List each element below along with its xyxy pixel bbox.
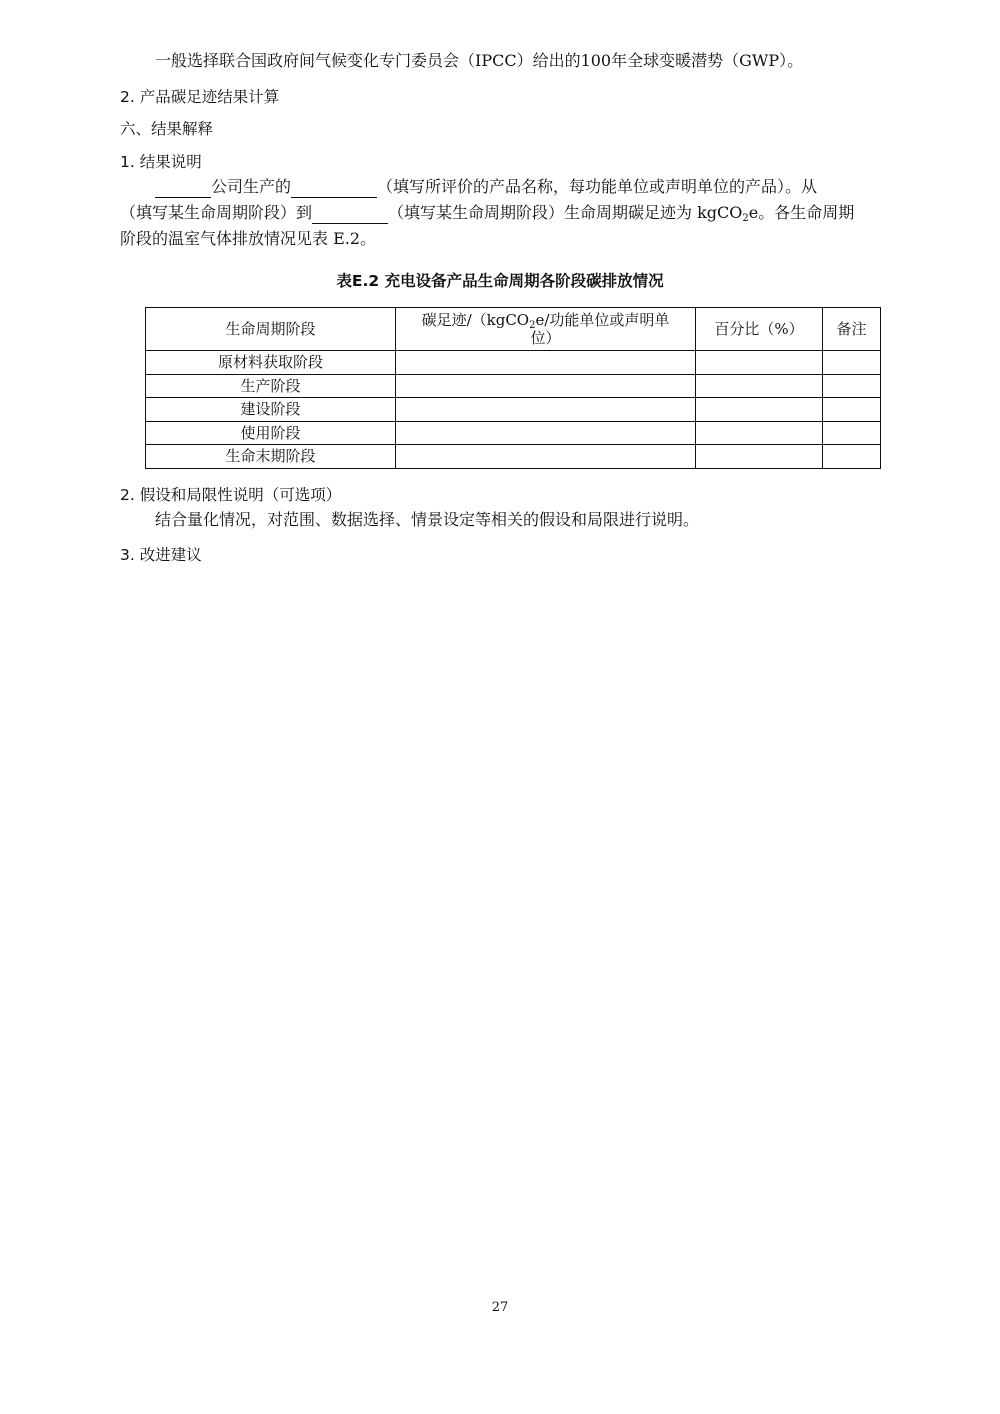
- table-row: [146, 398, 881, 422]
- subsection-heading-assumptions: 2. 假设和局限性说明（可选项）: [120, 486, 342, 504]
- gwp-paragraph: 一般选择联合国政府间气候变化专门委员会（IPCC）给出的100年全球变暖潜势（GWP）。: [155, 51, 804, 70]
- table-row: [146, 421, 881, 445]
- percent-cell[interactable]: [696, 351, 823, 375]
- company-suffix-text: 公司生产的: [211, 177, 292, 196]
- page-number: 27: [491, 1300, 509, 1315]
- stage-note-2-text: （填写某生命周期阶段）生命周期碳足迹为 kgCO: [388, 203, 743, 222]
- table-row: [146, 351, 881, 375]
- remark-cell[interactable]: [823, 445, 881, 469]
- header-footprint-subscript: 2: [529, 320, 536, 331]
- footprint-cell[interactable]: [396, 398, 696, 422]
- footprint-cell[interactable]: [396, 445, 696, 469]
- remark-cell[interactable]: [823, 351, 881, 375]
- table-row: [146, 445, 881, 469]
- co2-subscript: 2: [742, 213, 749, 224]
- product-blank[interactable]: [291, 179, 377, 198]
- stage-cell: 建设阶段: [146, 398, 396, 422]
- remark-cell[interactable]: [823, 398, 881, 422]
- stage-note-1-text: （填写某生命周期阶段）到: [120, 203, 313, 222]
- after-unit-text: e。各生命周期: [748, 203, 855, 222]
- company-blank[interactable]: [155, 179, 211, 198]
- header-footprint-prefix: 碳足迹/（kgCO: [421, 311, 530, 329]
- stage-cell: 生命末期阶段: [146, 445, 396, 469]
- stage-blank[interactable]: [312, 205, 388, 224]
- header-footprint-suffix: e/功能单位或声明单: [535, 311, 670, 329]
- result-paragraph-line-1: [155, 176, 817, 198]
- table-caption: 表E.2 充电设备产品生命周期各阶段碳排放情况: [336, 272, 664, 290]
- footprint-cell[interactable]: [396, 374, 696, 398]
- footprint-cell[interactable]: [396, 421, 696, 445]
- carbon-emission-table: [145, 307, 881, 469]
- remark-cell[interactable]: [823, 421, 881, 445]
- stage-cell: 生产阶段: [146, 374, 396, 398]
- header-footprint-wrap: 位）: [530, 329, 561, 347]
- section-heading-result-interpretation: 六、结果解释: [120, 120, 214, 138]
- subsection-heading-result-description: 1. 结果说明: [120, 153, 202, 171]
- header-percent: 百分比（%）: [696, 308, 823, 351]
- table-row: [146, 374, 881, 398]
- percent-cell[interactable]: [696, 398, 823, 422]
- result-paragraph-line-2: [120, 202, 854, 224]
- header-stage: 生命周期阶段: [146, 308, 396, 351]
- stage-cell: 原材料获取阶段: [146, 351, 396, 375]
- footprint-cell[interactable]: [396, 351, 696, 375]
- assumption-paragraph: 结合量化情况，对范围、数据选择、情景设定等相关的假设和局限进行说明。: [155, 510, 700, 529]
- remark-cell[interactable]: [823, 374, 881, 398]
- subsection-heading-improvement: 3. 改进建议: [120, 546, 202, 564]
- percent-cell[interactable]: [696, 445, 823, 469]
- result-paragraph-line-3: 阶段的温室气体排放情况见表 E.2。: [120, 229, 377, 248]
- percent-cell[interactable]: [696, 421, 823, 445]
- header-carbon-footprint: [396, 308, 696, 351]
- section-heading-carbon-calc: 2. 产品碳足迹结果计算: [120, 88, 280, 106]
- stage-cell: 使用阶段: [146, 421, 396, 445]
- product-note-text: （填写所评价的产品名称，每功能单位或声明单位的产品）。从: [377, 177, 818, 196]
- percent-cell[interactable]: [696, 374, 823, 398]
- table-header-row: [146, 308, 881, 351]
- header-remark: 备注: [823, 308, 881, 351]
